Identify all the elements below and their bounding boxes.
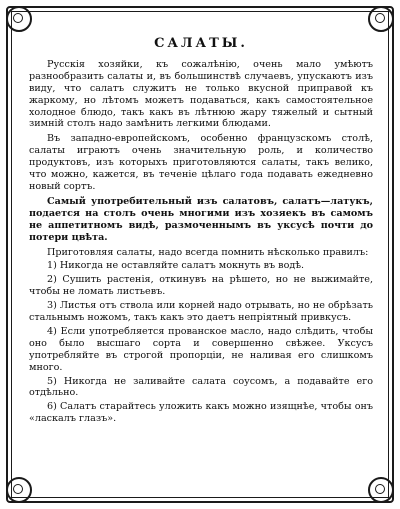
rules-intro: Приготовляя салаты, надо всегда помнить нѣсколько правилъ: [47,246,369,258]
rule-item: 6) Салатъ старайтесь уложить какъ можно изящнѣе, чтобы онъ «ласкалъ глазъ». [29,401,373,425]
rule-item: 4) Если употребляется прованское масло, надо слѣдить, чтобы оно было высшаго сорта и совершенно свѣжее. Уксусъ употребляйте въ строгой пропорціи, не наливая его слишкомъ много. [29,325,373,373]
page-title: САЛАТЫ. [154,36,248,51]
page-body [29,28,373,427]
rule-item: 1) Никогда не оставляйте салатъ мокнуть въ водѣ. [47,260,305,272]
rule-item: 5) Никогда не заливайте салата соусомъ, а подавайте его отдѣльно. [29,375,373,399]
rule-item: 2) Сушить растенія, откинувъ на рѣшето, но не выжимайте, чтобы не ломать листьевъ. [29,274,373,298]
rule-item: 3) Листья отъ ствола или корней надо отрывать, но не обрѣзать стальнымъ ножомъ, такъ какъ это даетъ непріятный привкусъ. [29,300,373,324]
paragraph-lettuce: Самый употребительный изъ салатовъ, салатъ—латукъ, подается на столъ очень многими изъ хозяекъ въ самомъ не аппетитномъ видѣ, размоченнымъ въ уксусѣ почти до потери цвѣта. [29,195,373,243]
paragraph-intro: Русскія хозяйки, къ сожалѣнію, очень мало умѣютъ разнообразить салаты и, въ большинствѣ случаевъ, упускаютъ изъ виду, что салатъ служитъ не только вкусной приправой къ жаркому, но лѣтомъ можетъ подаваться, какъ самостоятельное холодное блюдо, такъ какъ въ лѣтнюю жару тяжелый и сытный зимній столъ надо замѣнить легкими блюдами. [29,58,373,130]
paragraph-european: Въ западно-европейскомъ, особенно французскомъ столѣ, салаты играютъ очень значительную роль, и количество продуктовъ, изъ которыхъ приготовляются салаты, такъ велико, что можно, кажется, въ теченіе цѣлаго года подавать ежедневно новый сортъ. [29,133,373,192]
